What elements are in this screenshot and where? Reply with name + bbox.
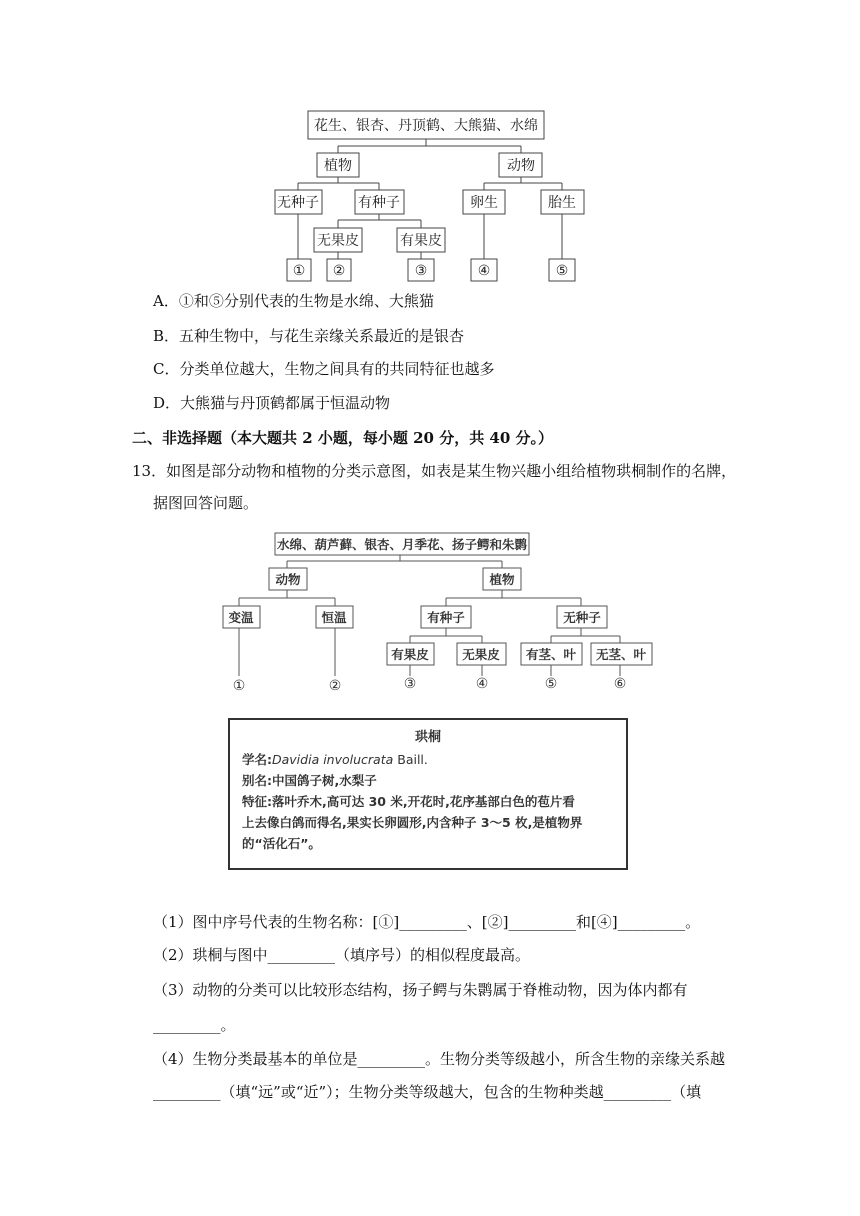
- d1-root-label: 花生、银杏、丹顶鹤、大熊猫、水绵: [314, 118, 538, 134]
- d2-number-2: ②: [328, 678, 342, 694]
- card-feature-line-3: 的“活化石”。: [242, 836, 321, 851]
- d1-no-seed-label: 无种子: [277, 195, 319, 211]
- option-a: A．①和⑤分别代表的生物是水绵、大熊猫: [153, 292, 434, 310]
- question-3-line-2: _________。: [153, 1016, 236, 1034]
- option-b: B．五种生物中，与花生亲缘关系最近的是银杏: [153, 327, 465, 345]
- section-heading: 二、非选择题（本大题共 2 小题，每小题 20 分，共 40 分。）: [132, 429, 554, 447]
- d2-plant-label: 植物: [489, 572, 515, 587]
- card-feature-line-2: 上去像白鸽而得名,果实长卵圆形,内含种子 3～5 枚,是植物界: [242, 815, 583, 830]
- d2-cold-label: 变温: [228, 610, 254, 625]
- d2-has-seed-label: 有种子: [427, 610, 465, 625]
- question-2: （2）珙桐与图中_________（填序号）的相似程度最高。: [153, 946, 531, 964]
- card-alias: 别名:中国鸽子树,水梨子: [242, 773, 377, 788]
- d2-has-stem-leaf-label: 有茎、叶: [525, 647, 577, 662]
- question-4-line-1: （4）生物分类最基本的单位是_________。生物分类等级越小，所含生物的亲缘关系越: [153, 1050, 726, 1068]
- d1-number-3: ③: [414, 263, 428, 279]
- card-scientific-name-row: [242, 749, 614, 770]
- q13-text-line-2: 据图回答问题。: [153, 494, 259, 512]
- d1-oviparous-label: 卵生: [470, 195, 498, 211]
- d2-number-6: ⑥: [613, 676, 627, 692]
- d2-no-seed-label: 无种子: [563, 610, 601, 625]
- d1-number-2: ②: [332, 263, 346, 279]
- d2-no-pericarp-label: 无果皮: [462, 647, 500, 662]
- card-sci-name: Davidia involucrata: [272, 752, 394, 767]
- card-sci-author: Baill.: [393, 752, 428, 767]
- card-feature-line-1: 特征:落叶乔木,高可达 30 米,开花时,花序基部白色的苞片看: [242, 794, 575, 809]
- d1-number-1: ①: [292, 263, 306, 279]
- q13-text-line-1: 13．如图是部分动物和植物的分类示意图，如表是某生物兴趣小组给植物珙桐制作的名牌，: [132, 462, 737, 480]
- option-c: C．分类单位越大，生物之间具有的共同特征也越多: [153, 360, 495, 378]
- d2-number-5: ⑤: [544, 676, 558, 692]
- card-sci-label: 学名:: [242, 752, 272, 767]
- d2-number-1: ①: [232, 678, 246, 694]
- dove-tree-name-card: [228, 718, 628, 870]
- d1-no-pericarp-label: 无果皮: [317, 233, 359, 249]
- d1-animal-label: 动物: [507, 158, 535, 174]
- d1-viviparous-label: 胎生: [548, 195, 576, 211]
- card-title: 珙桐: [414, 730, 441, 745]
- d2-has-pericarp-label: 有果皮: [391, 647, 429, 662]
- d1-number-4: ④: [477, 263, 491, 279]
- option-d: D．大熊猫与丹顶鹤都属于恒温动物: [153, 394, 391, 412]
- classification-diagram-2: [0, 525, 860, 705]
- d2-warm-label: 恒温: [321, 610, 347, 625]
- d1-has-pericarp-label: 有果皮: [400, 233, 442, 249]
- d2-number-4: ④: [475, 676, 489, 692]
- d1-has-seed-label: 有种子: [358, 195, 400, 211]
- d1-plant-label: 植物: [324, 158, 352, 174]
- d2-animal-label: 动物: [275, 572, 301, 587]
- d2-no-stem-leaf-label: 无茎、叶: [595, 647, 647, 662]
- d2-number-3: ③: [403, 676, 417, 692]
- question-4-line-2: _________（填“远”或“近”）；生物分类等级越大，包含的生物种类越_________（填: [153, 1083, 702, 1101]
- d1-number-5: ⑤: [555, 263, 569, 279]
- question-1: （1）图中序号代表的生物名称：[①]_________、[②]_________和[④]_________。: [153, 913, 701, 931]
- question-3-line-1: （3）动物的分类可以比较形态结构，扬子鳄与朱鹮属于脊椎动物，因为体内都有: [153, 981, 688, 999]
- d2-root-label: 水绵、葫芦藓、银杏、月季花、扬子鳄和朱鹮: [276, 537, 528, 552]
